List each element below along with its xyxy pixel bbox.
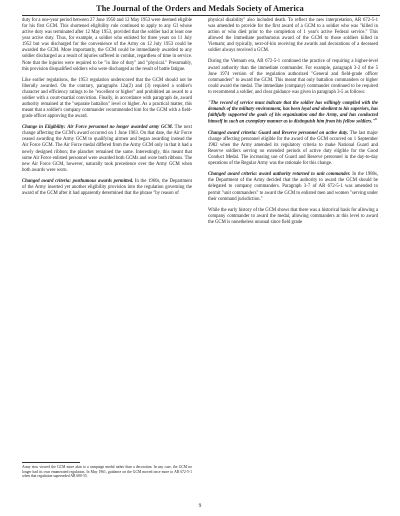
- right-paragraph-4: [208, 172, 378, 202]
- left-paragraph-3: [22, 125, 192, 174]
- right-column: [208, 18, 378, 231]
- left-paragraph-4: [22, 179, 192, 197]
- left-paragraph-1: duty for a one-year period between 27 June 1950 and 12 May 1953 were deemed eligible for his first GCM. This shortened eligibility rule continued to apply to any GI whose active duty was terminated after 12 May 1953, provided that the soldier had at least one year active duty. Thus, for example, a soldier who enlisted for three years on 11 July 1952 but was discharged for the convenience of the Army on 12 July 1953 could be awarded the GCM. More importantly, the GCM could be immediately awarded to any soldier discharged as a result of injuries suffered in combat, regardless of time in service. Note that the injuries were required to be "in line of duty" and "physical." Presumably, this provision disqualified soldiers who were discharged as the result of battle fatigue.: [22, 18, 192, 72]
- section-heading-posthumous: Changed award criteria: posthumous awards permitted.: [22, 178, 134, 184]
- left-paragraph-2: Like earlier regulations, the 1953 regulation underscored that the GCM should not be liberally awarded. On the contrary, paragraphs 12a(2) and (3) required a soldier's character and efficiency ratings to be "excellent or higher" and prohibited an award to a soldier with a court-martial conviction. Finally, in accordance with paragraph 4e, award authority remained at the "separate battalion" level or higher. As a practical matter, this meant that a soldier's company commander recommended him for the GCM with a field-grade officer approving the award.: [22, 77, 192, 120]
- section-body-guard-reserve: The last major change affecting personnel eligible for the award of the GCM occurred on 1 September 1982 when the Army amended its regulatory criteria to make National Guard and Reserve soldiers serving on extended periods of active duty eligible for the Good Conduct Medal. The increasing use of Guard and Reserve personnel in the day-to-day operations of the Regular Army was the rationale for this change.: [208, 130, 378, 167]
- page-number: 9: [198, 503, 202, 509]
- section-body-unit-commander: In the 1980s, the Department of the Army decided that the authority to award the GCM should be delegated to company commanders. Paragraph 3-7 of AR 672-5-1 was amended to permit "unit commanders" to award the GCM to enlisted men and women "serving under their command jurisdiction.": [208, 172, 378, 202]
- footnote-rule: [22, 462, 80, 463]
- footnote: Army now viewed the GCM more akin to a campaign medal rather than a decoration. In any case, the GCM no longer had its own enumerated regulation. In May 1961, guidance on the GCM moved once more to AR 672-5-1 when that regulation superseded AR 600-55.: [22, 465, 192, 479]
- quote-text: "The record of service must indicate that the soldier has willingly complied with the demands of the military environment, has been loyal and obedient to his superiors, has faithfully supported the goals of his organization and the Army, and has conducted himself in such an exemplary manner as to distinguish him from his fellow soldiers.": [208, 100, 378, 125]
- section-heading-guard-reserve: Changed award criteria: Guard and Reserve personnel on active duty.: [208, 130, 349, 136]
- footnote-marker: 6: [375, 117, 377, 122]
- right-paragraph-2: During the Vietnam era, AR 672-5-1 continued the practice of requiring a higher-level award authority than the immediate commander. For example, paragraph 3-2 of the 5 June 1974 version of the regulation authorized "General and field-grade officer commanders" to award the GCM. This meant that only battalion commanders or higher could award the medal. The immediate (company) commander continued to be required to recommend a soldier, and clear guidance was given in paragraph 3-5 as follows:: [208, 59, 378, 95]
- left-column: [22, 18, 192, 202]
- right-paragraph-5: While the early history of the GCM shows that there was a historical basis for allowing a company commander to award the medal, allowing commanders at this level to award the GCM is nonetheless unusual since field grade: [208, 207, 378, 225]
- right-paragraph-1: physical disability" also included death. To reflect the new interpretation, AR 672-5-1 was amended to provide for the first award of a GCM to a soldier who was "killed in action or who died prior to the completion of 1 year's active Federal service." This allowed the immediate posthumous award of the GCM to those soldiers killed in Vietnam; and typically, next-of-kin receiving the awards and decorations of a deceased soldier always received a GCM.: [208, 18, 378, 54]
- regulation-quote: [208, 101, 378, 126]
- section-body-air-force: The next change affecting the GCM's award occurred on 1 June 1963. On that date, the Air Force ceased awarding the Army GCM to qualifying airmen and began awarding instead the Air Force GCM. The Air Force medal differed from the Army GCM only in that it had a newly designed ribbon; the planchet remained the same. Interestingly, this meant that some Air Force enlisted personnel were awarded both GCMs and wore both ribbons. The new Air Force GCM, however, naturally took precedence over the Army GCM when both awards were worn.: [22, 125, 192, 173]
- right-paragraph-3: [208, 131, 378, 167]
- section-heading-unit-commander: Changed award criteria: award authority returned to unit commander.: [208, 172, 351, 178]
- section-heading-air-force: Change in Eligibility: Air Force personnel no longer awarded army GCM.: [22, 125, 174, 131]
- header-rule: [22, 15, 380, 16]
- journal-header: The Journal of the Orders and Medals Society of America: [96, 4, 304, 13]
- section-body-posthumous: In the 1960s, the Department of the Army inserted yet another eligibility provision into the regulation governing the award of the GCM after it had apparently determined that the phrase "by reason of: [22, 178, 192, 197]
